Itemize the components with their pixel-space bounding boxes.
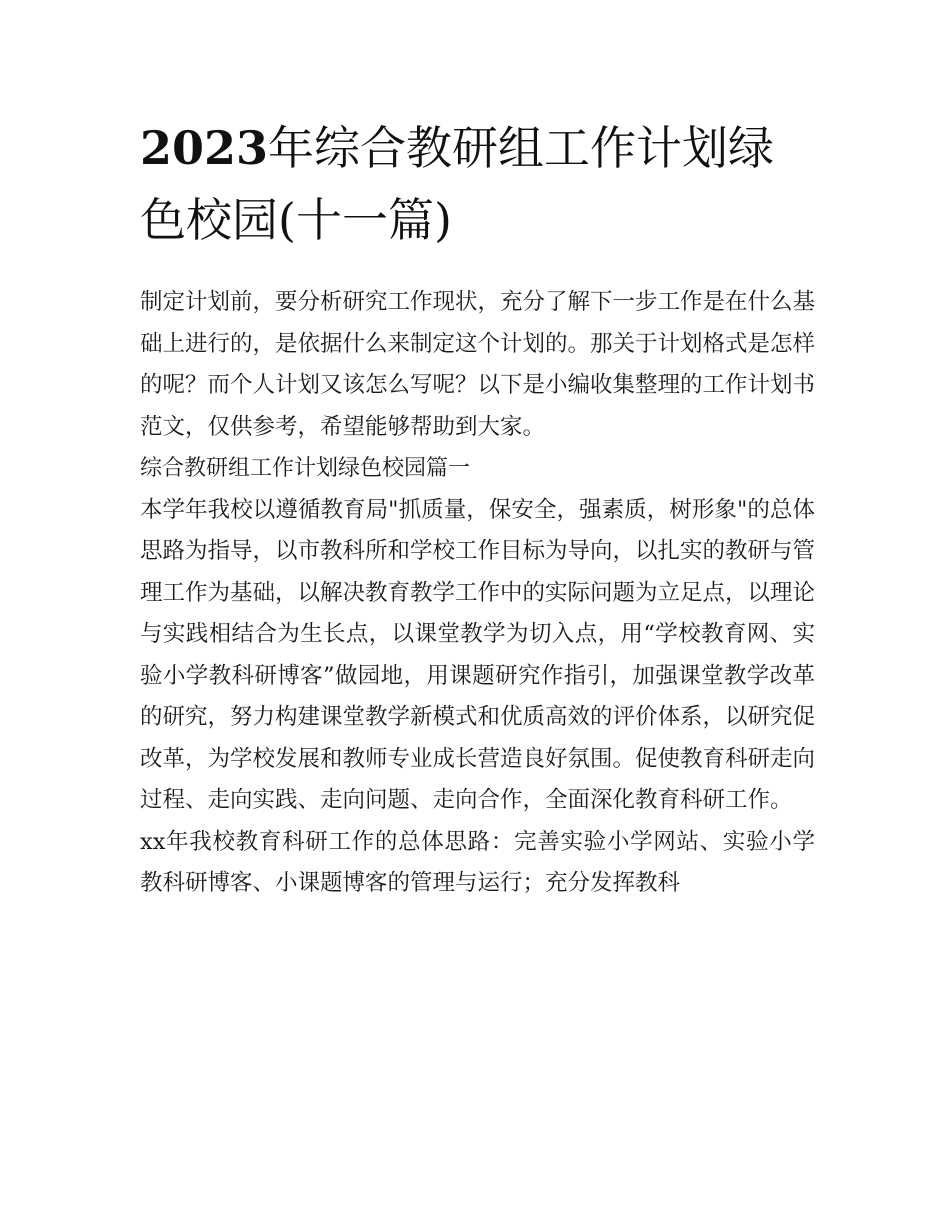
document-title [140,112,815,256]
document-content [140,112,815,905]
document-body [140,282,815,905]
section-heading: 综合教研组工作计划绿色校园篇一 [140,456,471,481]
title-text: 年综合教研组工作计划绿色校园(十一篇) [140,121,775,247]
title-year: 2023 [140,121,269,175]
body-paragraph: 本学年我校以遵循教育局"抓质量，保安全，强素质，树形象"的总体思路为指导，以市教科所和学校工作目标为导向，以扎实的教研与管理工作为基础，以解决教育教学工作中的实际问题为立足点，以理论与实践相结合为生长点，以课堂教学为切入点，用“学校教育网、实验小学教科研博客”做园地，用课题研究作指引，加强课堂教学改革的研究，努力构建课堂教学新模式和优质高效的评价体系，以研究促改革，为学校发展和教师专业成长营造良好氛围。促使教育科研走向过程、走向实践、走向问题、走向合作，全面深化教育科研工作。 [140,496,816,813]
intro-paragraph: 制定计划前，要分析研究工作现状，充分了解下一步工作是在什么基础上进行的，是依据什么来制定这个计划的。那关于计划格式是怎样的呢？而个人计划又该怎么写呢？以下是小编收集整理的工作计划书范文，仅供参考，希望能够帮助到大家。 [140,289,816,440]
body-paragraph: xx年我校教育科研工作的总体思路：完善实验小学网站、实验小学教科研博客、小课题博客的管理与运行；充分发挥教科 [140,828,815,896]
